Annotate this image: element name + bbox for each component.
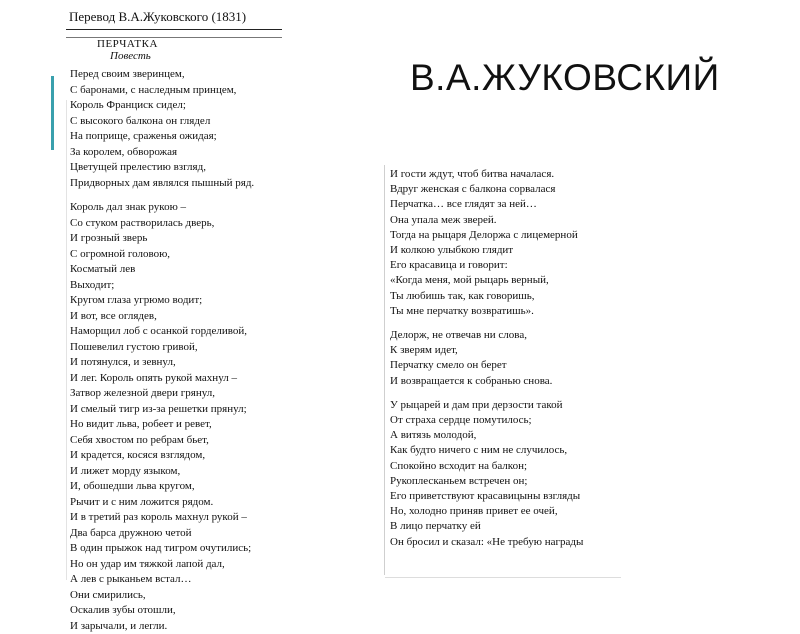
verse-line: С высокого балкона он глядел	[70, 114, 254, 130]
verse-line: В лицо перчатку ей	[390, 519, 583, 534]
author-heading: В.А.ЖУКОВСКИЙ	[410, 56, 720, 100]
verse-line: Тогда на рыцаря Делоржа с лицемерной	[390, 228, 583, 243]
verse-line: Делорж, не отвечав ни слова,	[390, 328, 583, 343]
accent-bar	[51, 76, 54, 150]
verse-line: И в третий раз король махнул рукой –	[70, 510, 254, 526]
scan-left-margin	[66, 100, 67, 580]
verse-line: И, обошедши льва кругом,	[70, 479, 254, 495]
verse-line: Но, холодно приняв привет ее очей,	[390, 504, 583, 519]
verse-line: И лег. Король опять рукой махнул –	[70, 371, 254, 387]
verse-line: И крадется, косяся взглядом,	[70, 448, 254, 464]
verse-line: Они смирились,	[70, 588, 254, 604]
verse-line: Рукоплесканьем встречен он;	[390, 474, 583, 489]
poem-subtitle: Повесть	[110, 50, 151, 63]
verse-line: И колкою улыбкою глядит	[390, 243, 583, 258]
verse-line: От страха сердце помутилось;	[390, 413, 583, 428]
verse-line: Со стуком растворилась дверь,	[70, 216, 254, 232]
verse-line: У рыцарей и дам при дерзости такой	[390, 398, 583, 413]
verse-line: Цветущей прелестию взгляд,	[70, 160, 254, 176]
verse-line: Перчатку смело он берет	[390, 358, 583, 373]
verse-line: К зверям идет,	[390, 343, 583, 358]
verse-line: Два барса дружною четой	[70, 526, 254, 542]
header-rule	[66, 29, 282, 30]
verse-line: Себя хвостом по ребрам бьет,	[70, 433, 254, 449]
verse-line: За королем, обворожая	[70, 145, 254, 161]
verse-line: Она упала меж зверей.	[390, 213, 583, 228]
verse-line: Вдруг женская с балкона сорвалася	[390, 182, 583, 197]
poem-title: ПЕРЧАТКА	[97, 38, 158, 51]
verse-line: Король Франциск сидел;	[70, 98, 254, 114]
verse-line: Ты мне перчатку возвратишь».	[390, 304, 583, 319]
verse-line: С огромной головою,	[70, 247, 254, 263]
verse-line: С баронами, с наследным принцем,	[70, 83, 254, 99]
verse-line: И возвращается к собранью снова.	[390, 374, 583, 389]
verse-line: Но он удар им тяжкой лапой дал,	[70, 557, 254, 573]
translation-header: Перевод В.А.Жуковского (1831)	[69, 9, 246, 25]
poem-left-column	[70, 67, 254, 634]
verse-line: И смелый тигр из-за решетки прянул;	[70, 402, 254, 418]
scan-right-margin	[384, 165, 385, 575]
verse-line: И зарычали, и легли.	[70, 619, 254, 634]
scan-bottom-rule	[385, 577, 621, 578]
verse-line: Спокойно всходит на балкон;	[390, 459, 583, 474]
verse-line: Король дал знак рукою –	[70, 200, 254, 216]
verse-line: И гости ждут, чтоб битва началася.	[390, 167, 583, 182]
verse-line: И потянулся, и зевнул,	[70, 355, 254, 371]
verse-line: Ты любишь так, как говоришь,	[390, 289, 583, 304]
verse-line: А лев с рыканьем встал…	[70, 572, 254, 588]
verse-line: Но видит льва, робеет и ревет,	[70, 417, 254, 433]
verse-line: Кругом глаза угрюмо водит;	[70, 293, 254, 309]
verse-line: Перед своим зверинцем,	[70, 67, 254, 83]
verse-line: Наморщил лоб с осанкой горделивой,	[70, 324, 254, 340]
verse-line: И вот, все оглядев,	[70, 309, 254, 325]
verse-line: Выходит;	[70, 278, 254, 294]
verse-line: «Когда меня, мой рыцарь верный,	[390, 273, 583, 288]
verse-line: Придворных дам являлся пышный ряд.	[70, 176, 254, 192]
verse-line: Его красавица и говорит:	[390, 258, 583, 273]
verse-line: Его приветствуют красавицыны взгляды	[390, 489, 583, 504]
verse-line: И лижет морду языком,	[70, 464, 254, 480]
verse-line: И грозный зверь	[70, 231, 254, 247]
verse-line: Затвор железной двери грянул,	[70, 386, 254, 402]
verse-line: Оскалив зубы отошли,	[70, 603, 254, 619]
verse-line: Пошевелил густою гривой,	[70, 340, 254, 356]
verse-line: Рычит и с ним ложится рядом.	[70, 495, 254, 511]
verse-line: А витязь молодой,	[390, 428, 583, 443]
verse-line: Как будто ничего с ним не случилось,	[390, 443, 583, 458]
verse-line: Перчатка… все глядят за ней…	[390, 197, 583, 212]
verse-line: Косматый лев	[70, 262, 254, 278]
verse-line: Он бросил и сказал: «Не требую награды	[390, 535, 583, 550]
poem-right-column	[390, 167, 583, 550]
verse-line: В один прыжок над тигром очутились;	[70, 541, 254, 557]
verse-line: На поприще, сраженья ожидая;	[70, 129, 254, 145]
